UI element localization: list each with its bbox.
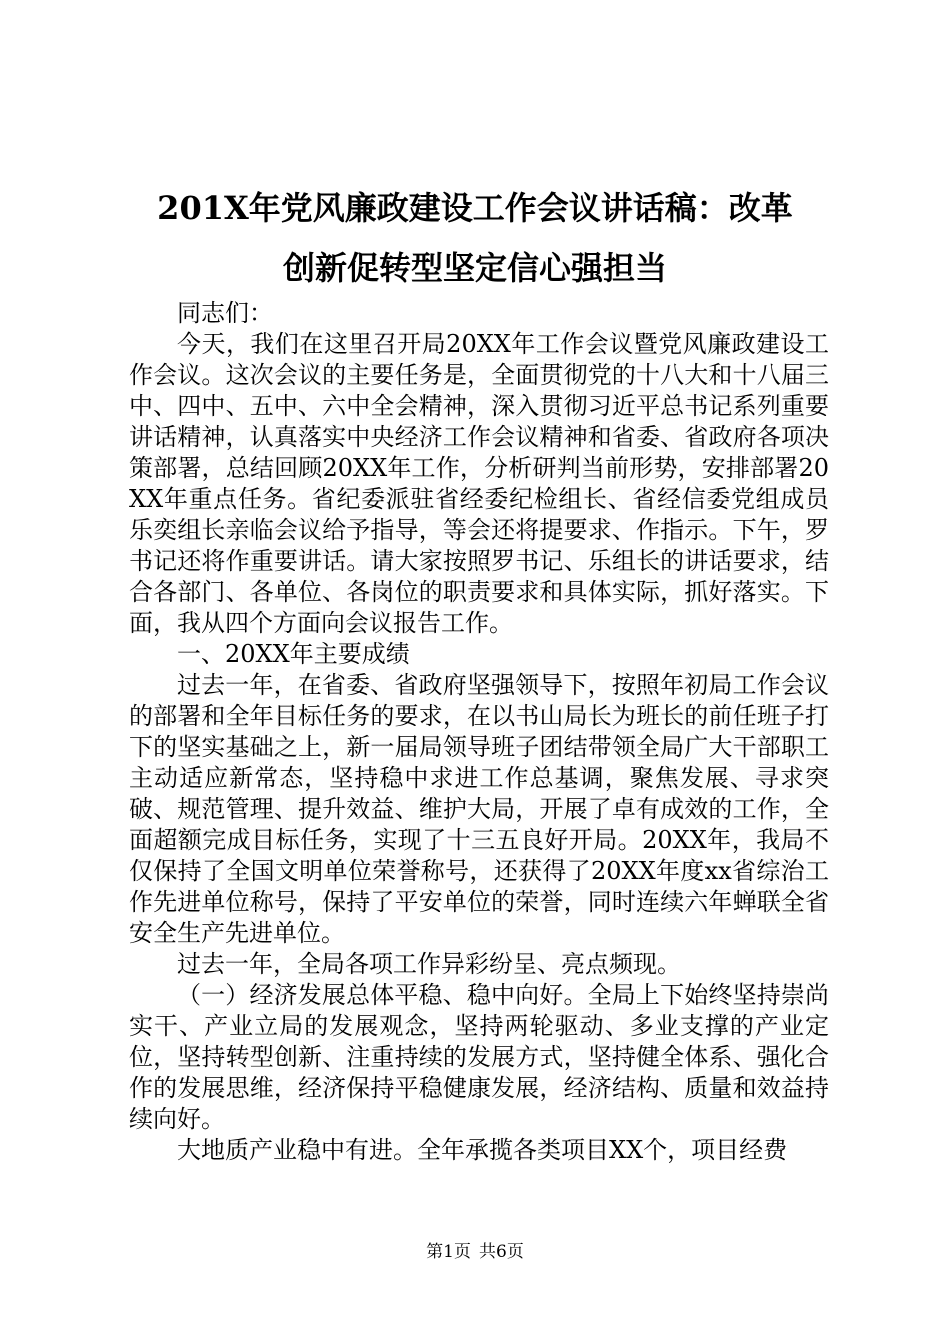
salutation: 同志们：	[177, 299, 273, 327]
paragraph-review: 过去一年，在省委、省政府坚强领导下，按照年初局工作会议的部署和全年目标任务的要求，在以书山局长为班长的前任班子打下的坚实基础之上，新一届局领导班子团结带领全局广大干部职工主动适应新常态，坚持稳中求进工作总基调，聚焦发展、寻求突破、规范管理、提升效益、维护大局，开展了卓有成效的工作，全面超额完成目标任务，实现了十三五良好开局。20XX年，我局不仅保持了全国文明单位荣誉称号，还获得了20XX年度xx省综治工作先进单位称号，保持了平安单位的荣誉，同时连续六年蝉联全省安全生产先进单位。	[129, 671, 829, 947]
document-title	[120, 178, 830, 298]
title-line-1: 201X年党风廉政建设工作会议讲话稿：改革	[157, 189, 793, 227]
paragraph-highlights: 过去一年，全局各项工作异彩纷呈、亮点频现。	[177, 950, 681, 978]
section-heading-1: 一、20XX年主要成绩	[177, 640, 410, 668]
page-number: 第1页	[426, 1242, 471, 1262]
page-footer	[0, 1240, 950, 1264]
paragraph-geology: 大地质产业稳中有进。全年承揽各类项目XX个，项目经费	[177, 1136, 788, 1164]
document-body	[129, 298, 829, 1166]
page-total: 共6页	[479, 1242, 524, 1262]
paragraph-economy: （一）经济发展总体平稳、稳中向好。全局上下始终坚持崇尚实干、产业立局的发展观念，坚持两轮驱动、多业支撑的产业定位，坚持转型创新、注重持续的发展方式，坚持健全体系、强化合作的发展思维，经济保持平稳健康发展，经济结构、质量和效益持续向好。	[129, 981, 829, 1133]
title-line-2: 创新促转型坚定信心强担当	[282, 249, 667, 287]
paragraph-intro: 今天，我们在这里召开局20XX年工作会议暨党风廉政建设工作会议。这次会议的主要任务是，全面贯彻党的十八大和十八届三中、四中、五中、六中全会精神，深入贯彻习近平总书记系列重要讲话精神，认真落实中央经济工作会议精神和省委、省政府各项决策部署，总结回顾20XX年工作，分析研判当前形势，安排部署20XX年重点任务。省纪委派驻省经委纪检组长、省经信委党组成员乐奕组长亲临会议给予指导，等会还将提要求、作指示。下午，罗书记还将作重要讲话。请大家按照罗书记、乐组长的讲话要求，结合各部门、各单位、各岗位的职责要求和具体实际，抓好落实。下面，我从四个方面向会议报告工作。	[129, 330, 829, 637]
